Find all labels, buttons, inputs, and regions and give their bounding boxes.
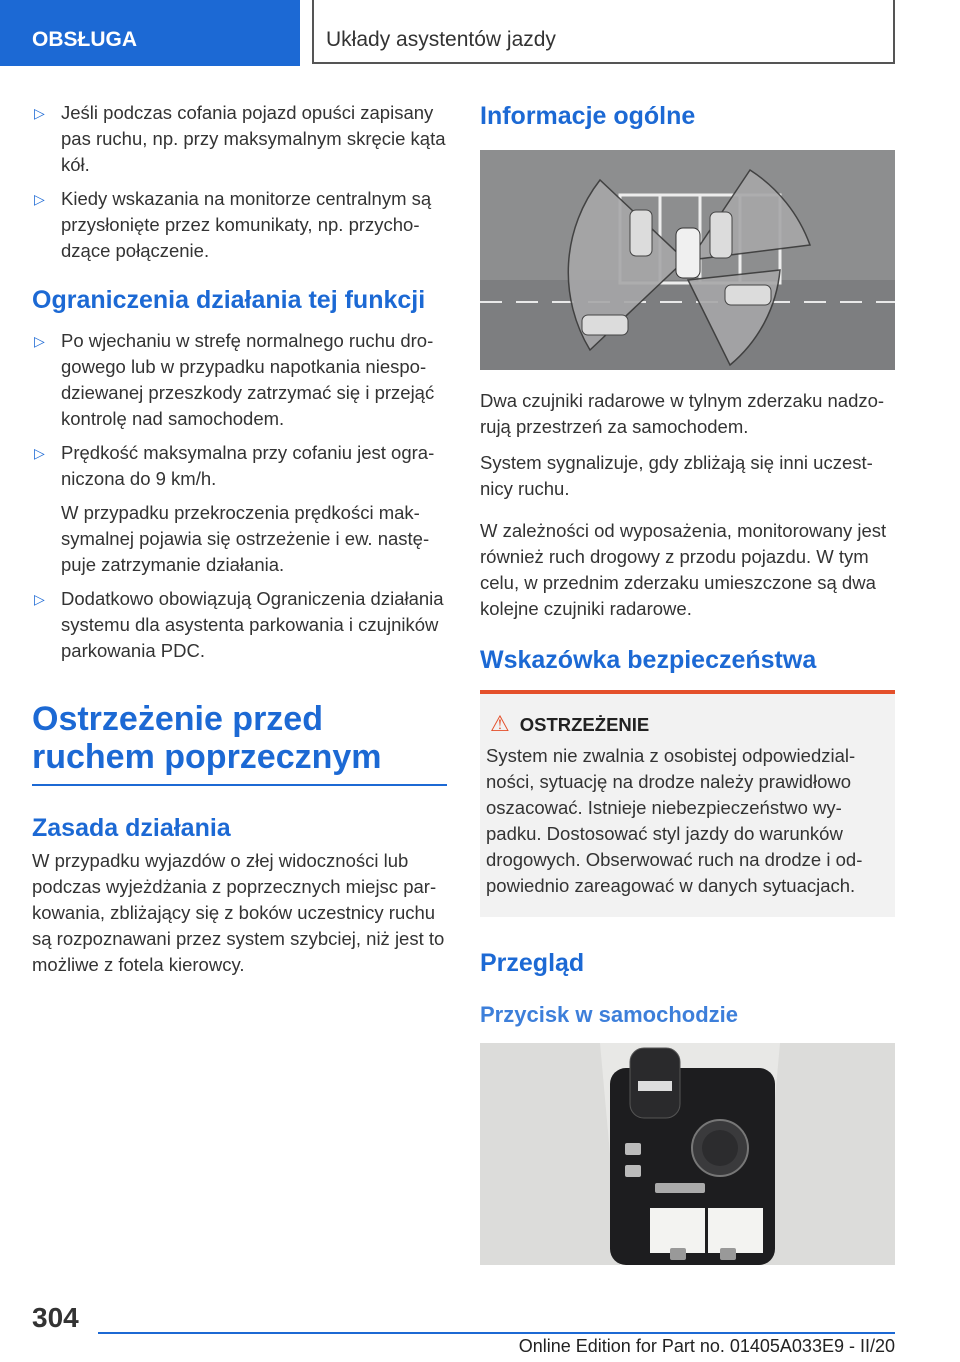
center-console-icon [480, 1043, 895, 1265]
general-heading: Informacje ogólne [480, 102, 696, 130]
general-text-3: W zależności od wyposażenia, monitorowany jest również ruch drogowy z przodu pojazdu. W tym celu, w przednim zderzaku umieszczone są dwa kolejne czujniki radarowe. [480, 520, 887, 619]
list-item: ▷ Po wjechaniu w strefę normalnego ruchu drogowego lub w przypadku napotkania niespodziewanej przeszkody zatrzymać się i przejąć kontrolę nad samochodem. [34, 330, 435, 429]
center-console-photo [480, 1043, 895, 1265]
list-item-continuation: W przypadku przekroczenia prędkości maksymalnej pojawia się ostrzeżenie i ew. następuje zatrzymanie działania. [61, 502, 430, 575]
footer-divider [98, 1332, 895, 1334]
page-number: 304 [32, 1302, 79, 1333]
list-item: ▷ Kiedy wskazania na monitorze centralnym są przysłonięte przez komunikaty, np. przychodzące połączenie. [34, 188, 432, 261]
warning-box [480, 694, 895, 917]
general-text-2: System sygnalizuje, gdy zbliżają się inni uczestnicy ruchu. [480, 452, 873, 499]
footer-edition: Online Edition for Part no. 01405A033E9 - II/20 [518, 1336, 895, 1356]
triangle-bullet-icon: ▷ [34, 445, 45, 461]
left-column [32, 100, 447, 988]
right-column [480, 100, 895, 1265]
triangle-bullet-icon: ▷ [34, 191, 45, 207]
limits-heading: Ograniczenia działania tej funkcji [32, 286, 426, 314]
list-item: ▷ Dodatkowo obowiązują Ograniczenia działania systemu dla asystenta parkowania i czujników parkowania PDC. [34, 588, 444, 661]
triangle-bullet-icon: ▷ [34, 105, 45, 121]
radar-zones-illustration [480, 150, 895, 370]
warning-triangle-icon: ⚠ [490, 711, 510, 736]
list-item: ▷ Prędkość maksymalna przy cofaniu jest ograniczona do 9 km/h. W przypadku przekroczenia prędkości maksymalnej pojawia się ostrzeżenie i ew. następuje zatrzymanie działania. [32, 440, 447, 578]
parking-radar-icon [480, 150, 895, 370]
warning-text: System nie zwalnia z osobistej odpowiedzialności, sytuację na drodze należy prawidłowo oszacować. Istnieje niebezpieczeństwo wypadku. Dostosować styl jazdy do warunków drogowych. Obserwować ruch na drodze i odpowiednio zareagować w danych sytuacjach. [486, 745, 863, 896]
warning-header: ⚠ OSTRZEŻENIE [490, 711, 650, 736]
chapter-title: Układy asystentów jazdy [312, 0, 895, 64]
principle-text: W przypadku wyjazdów o złej widoczności lub podczas wyjeżdżania z poprzecznych miejsc parkowania, zbliżający się z boków uczestnicy ruchu są rozpoznawani przez system szybciej, niż jest to możliwe z fotela kierowcy. [32, 850, 445, 975]
principle-heading: Zasada działania [32, 814, 231, 842]
main-heading: Ostrzeżenie przed ruchem poprzecznym [32, 700, 382, 776]
general-text-1: Dwa czujniki radarowe w tylnym zderzaku nadzorują przestrzeń za samochodem. [480, 390, 885, 437]
heading-divider [32, 784, 447, 786]
overview-heading: Przegląd [480, 949, 585, 977]
triangle-bullet-icon: ▷ [34, 333, 45, 349]
triangle-bullet-icon: ▷ [34, 591, 45, 607]
list-item: ▷ Jeśli podczas cofania pojazd opuści zapisany pas ruchu, np. przy maksymalnym skręcie kąta kół. [34, 102, 446, 175]
page-header [0, 0, 960, 66]
section-tab: OBSŁUGA [0, 0, 300, 66]
button-heading: Przycisk w samochodzie [480, 1002, 738, 1027]
safety-heading: Wskazówka bezpieczeństwa [480, 646, 817, 674]
